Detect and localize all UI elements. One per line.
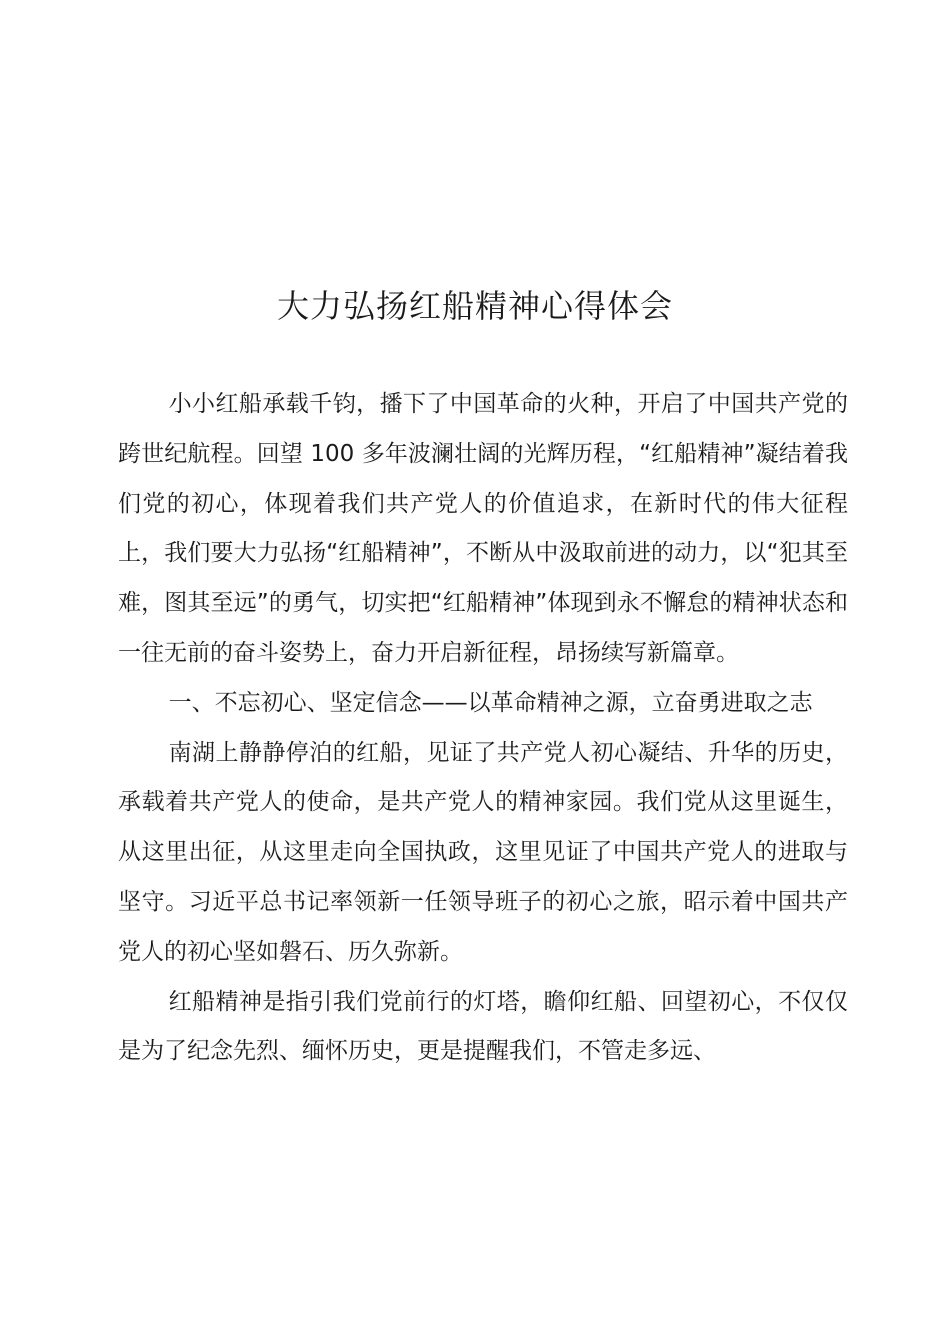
- paragraph-intro: 小小红船承载千钧，播下了中国革命的火种，开启了中国共产党的跨世纪航程。回望 100 多年波澜壮阔的光辉历程，“红船精神”凝结着我们党的初心，体现着我们共产党人的价值追求，在新时代的伟大征程上，我们要大力弘扬“红船精神”，不断从中汲取前进的动力，以“犯其至难，图其至远”的勇气，切实把“红船精神”体现到永不懈怠的精神状态和一往无前的奋斗姿势上，奋力开启新征程，昂扬续写新篇章。: [118, 391, 848, 666]
- document-title: 大力弘扬红船精神心得体会: [276, 287, 673, 325]
- document-body: [118, 380, 848, 1077]
- paragraph-lighthouse: 红船精神是指引我们党前行的灯塔，瞻仰红船、回望初心，不仅仅是为了纪念先烈、缅怀历史，更是提醒我们，不管走多远、: [118, 988, 848, 1065]
- paragraph-nanhu-red-boat: 南湖上静静停泊的红船，见证了共产党人初心凝结、升华的历史，承载着共产党人的使命，是共产党人的精神家园。我们党从这里诞生，从这里出征，从这里走向全国执政，这里见证了中国共产党人的进取与坚守。习近平总书记率领新一任领导班子的初心之旅，昭示着中国共产党人的初心坚如磐石、历久弥新。: [118, 739, 848, 965]
- section-heading-one: 一、不忘初心、坚定信念——以革命精神之源，立奋勇进取之志: [168, 689, 813, 716]
